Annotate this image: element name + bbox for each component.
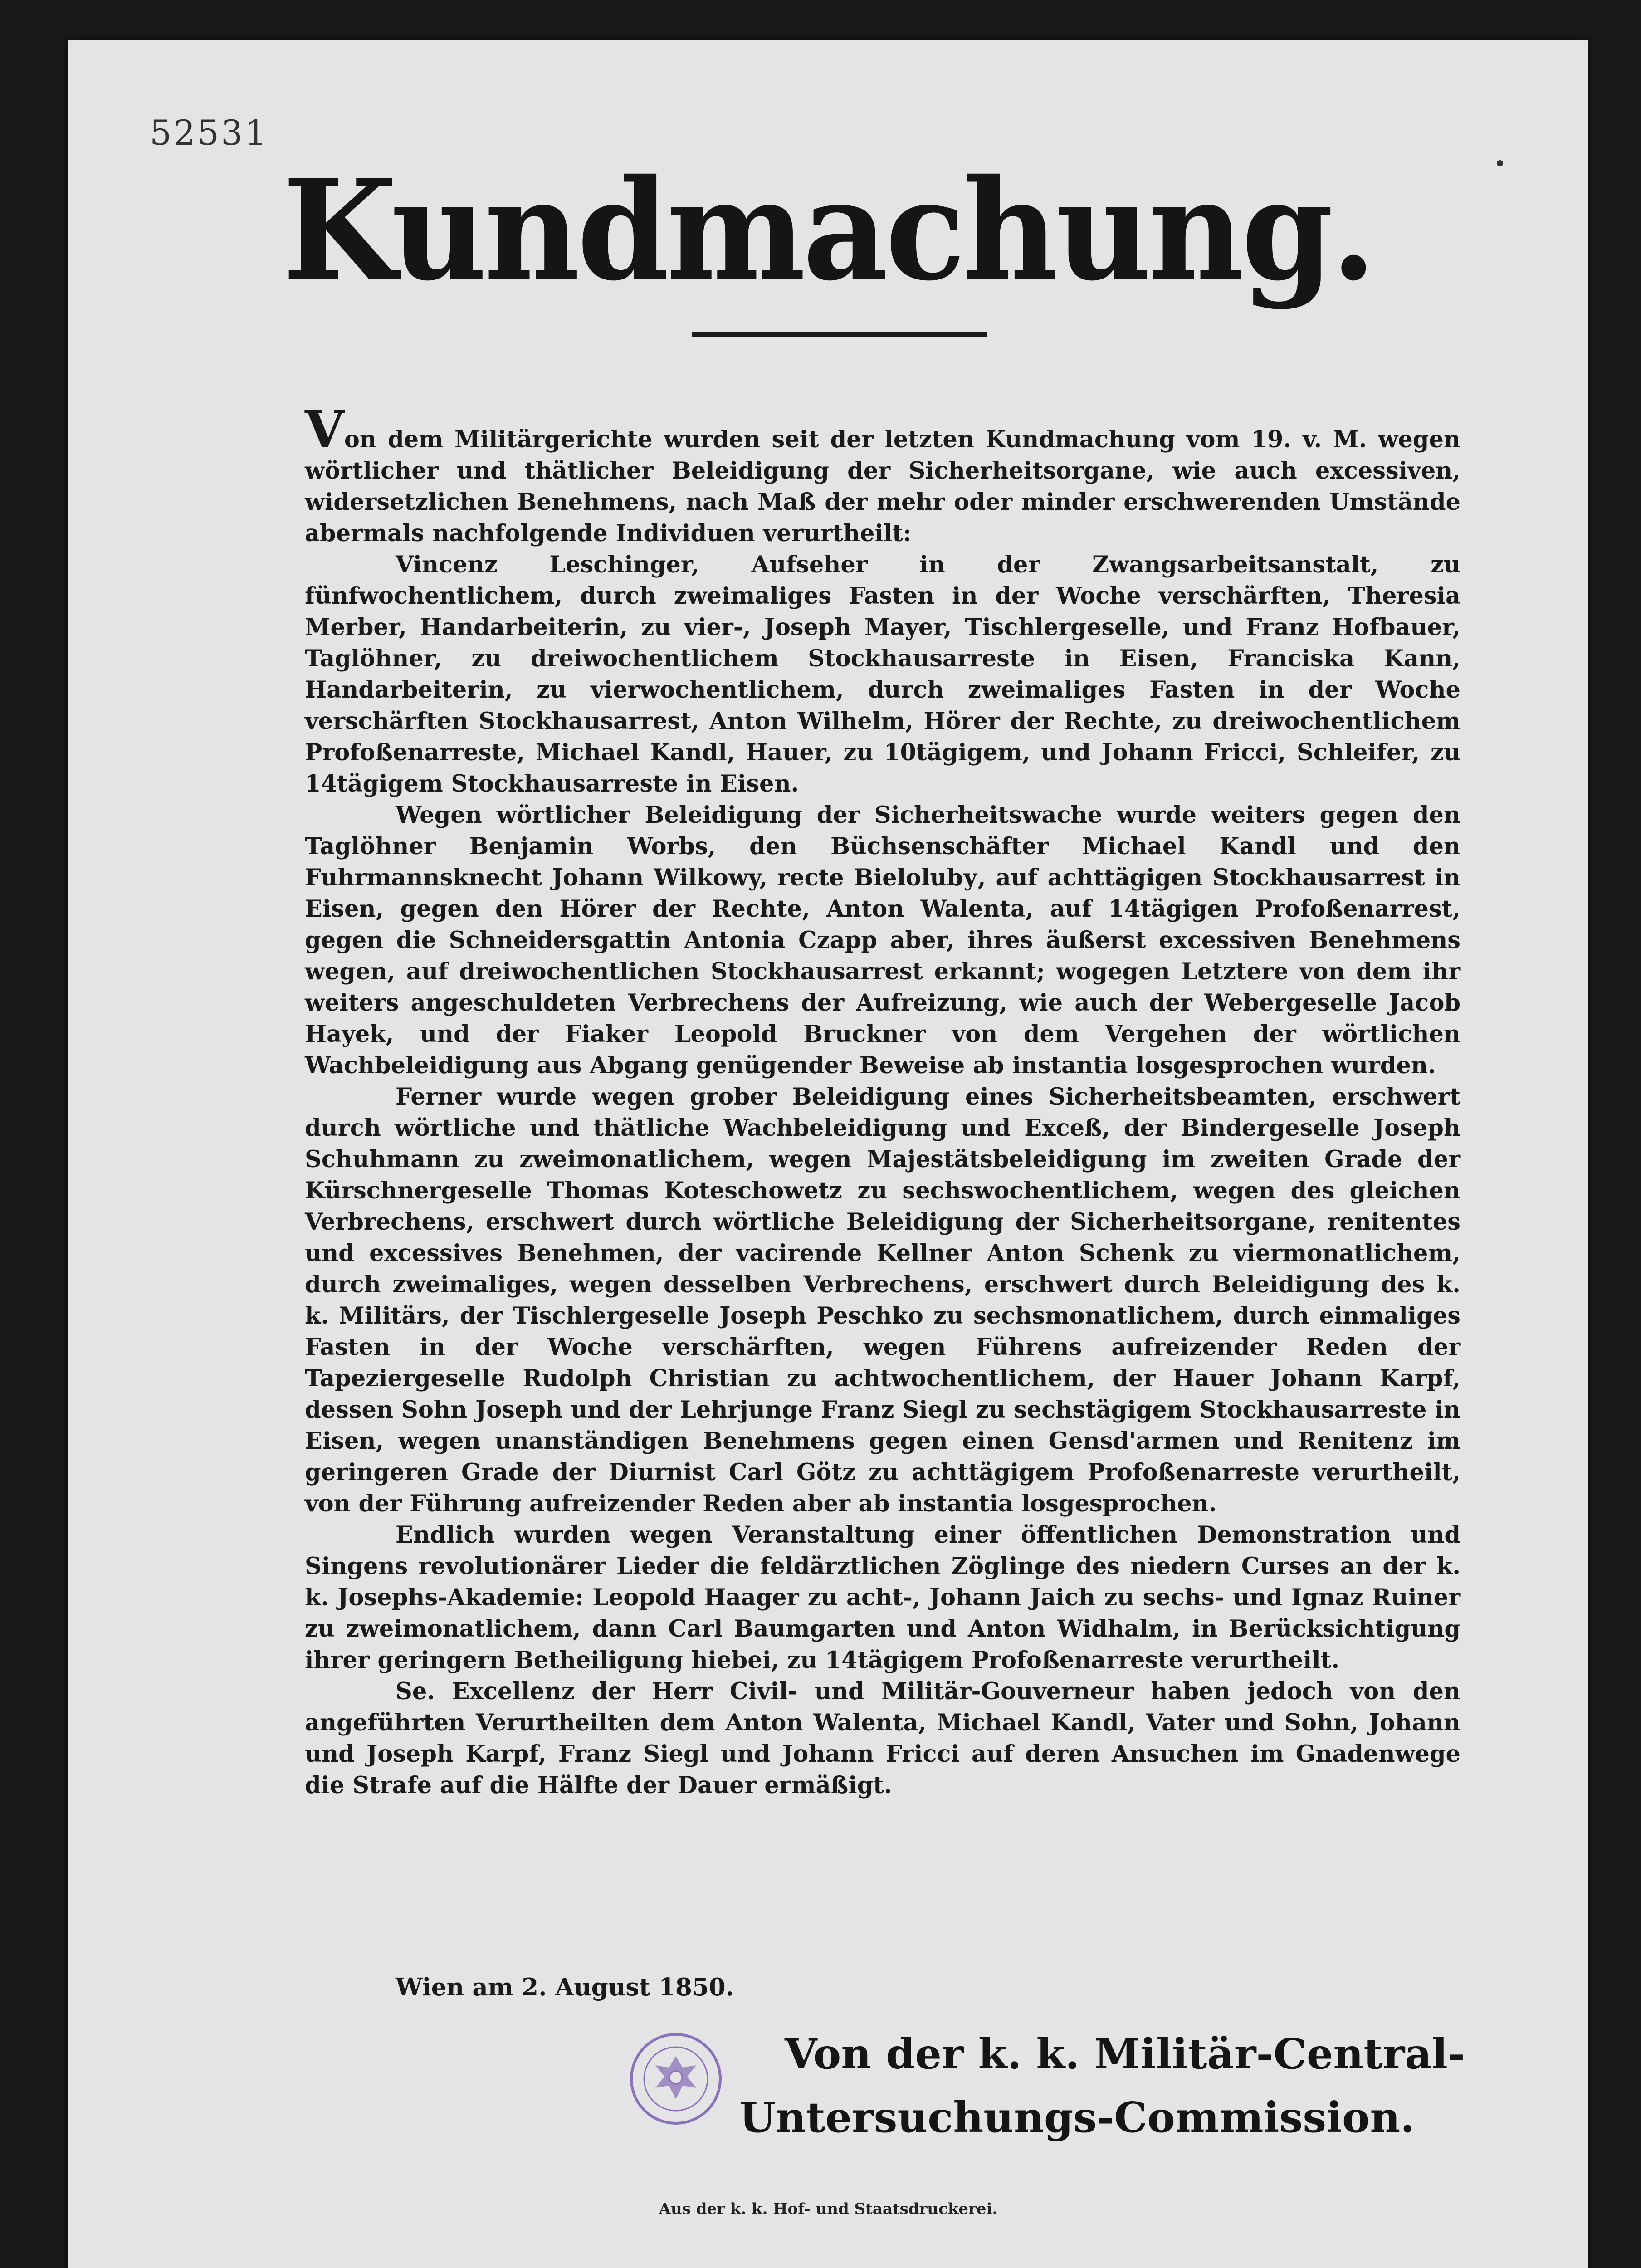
paragraph-intro-text: on dem Militärgerichte wurden seit der letzten Kundmachung vom 19. v. M. wegen wörtlicher und thätlicher Beleidigung der Sicherheitsorgane, wie auch excessiven, widersetzlichen Benehmens, nach Maß der mehr oder minder erschwerenden Umstände abermals nachfolgende Individuen verurtheilt: xyxy=(305,426,1460,547)
library-stamp-icon xyxy=(628,2031,723,2126)
authority-line-1: Von der k. k. Militär-Central- xyxy=(785,2029,1465,2078)
authority-line-2: Untersuchungs-Commission. xyxy=(739,2093,1415,2142)
paragraph-pardon: Se. Excellenz der Herr Civil- und Militär-Gouverneur haben jedoch von den angeführten Verurtheilten dem Anton Walenta, Michael Kandl, Vater und Sohn, Johann und Joseph Karpf, Franz Siegl und Johann Fricci auf deren Ansuchen im Gnadenwege die Strafe auf die Hälfte der Dauer ermäßigt. xyxy=(305,1678,1460,1799)
catalog-number: 52531 xyxy=(150,112,269,153)
paragraph-sentences-1: Vincenz Leschinger, Aufseher in der Zwangsarbeitsanstalt, zu fünfwochentlichem, durch zweimaliges Fasten in der Woche verschärften, Theresia Merber, Handarbeiterin, zu vier-, Joseph Mayer, Tischlergeselle, und Franz Hofbauer, Taglöhner, zu dreiwochentlichem Stockhausarreste in Eisen, Franciska Kann, Handarbeiterin, zu vierwochentlichem, durch zweimaliges Fasten in der Woche verschärften Stockhausarrest, Anton Wilhelm, Hörer der Rechte, zu dreiwochentlichem Profoßenarreste, Michael Kandl, Hauer, zu 10tägigem, und Johann Fricci, Schleifer, zu 14tägigem Stockhausarreste in Eisen. xyxy=(305,551,1460,797)
paragraph-sentences-3: Ferner wurde wegen grober Beleidigung eines Sicherheitsbeamten, erschwert durch wörtliche und thätliche Wachbeleidigung und Exceß, der Bindergeselle Joseph Schuhmann zu zweimonatlichem, wegen Majestätsbeleidigung im zweiten Grade der Kürschnergeselle Thomas Koteschowetz zu sechswochentlichem, wegen des gleichen Verbrechens, erschwert durch wörtliche Beleidigung der Sicherheitsorgane, renitentes und excessives Benehmen, der vacirende Kellner Anton Schenk zu viermonatlichem, durch zweimaliges, wegen desselben Verbrechens, erschwert durch Beleidigung des k. k. Militärs, der Tischlergeselle Joseph Peschko zu sechsmonatlichem, durch einmaliges Fasten in der Woche verschärften, wegen Führens aufreizender Reden der Tapeziergeselle Rudolph Christian zu achtwochentlichem, der Hauer Johann Karpf, dessen Sohn Joseph und der Lehrjunge Franz Siegl zu sechstägigem Stockhausarreste in Eisen, wegen unanständigen Benehmens gegen einen Gensd'armen und Renitenz im geringeren Grade der Diurnist Carl Götz zu achttägigem Profoßenarreste verurtheilt, von der Führung aufreizender Reden aber ab instantia losgesprochen. xyxy=(305,1083,1460,1517)
issuing-authority xyxy=(739,2022,1465,2149)
poster-sheet xyxy=(68,40,1588,2268)
poster-title: Kundmachung. xyxy=(283,149,1374,312)
date-line: Wien am 2. August 1850. xyxy=(396,1973,734,2001)
title-divider xyxy=(692,332,987,337)
announcement-body xyxy=(305,400,1460,1801)
paragraph-sentences-2: Wegen wörtlicher Beleidigung der Sicherheitswache wurde weiters gegen den Taglöhner Benjamin Worbs, den Büchsenschäfter Michael Kandl und den Fuhrmannsknecht Johann Wilkowy, recte Bielolubу, auf achttägigen Stockhausarrest in Eisen, gegen den Hörer der Rechte, Anton Walenta, auf 14tägigen Profoßenarrest, gegen die Schneidersgattin Antonia Czapp aber, ihres äußerst excessiven Benehmens wegen, auf dreiwochentlichen Stockhausarrest erkannt; wogegen Letztere von dem ihr weiters angeschuldeten Verbrechens der Aufreizung, wie auch der Webergeselle Jacob Hayek, und der Fiaker Leopold Bruckner von dem Vergehen der wörtlichen Wachbeleidigung aus Abgang genügender Beweise ab instantia losgesprochen wurden. xyxy=(305,802,1460,1079)
paragraph-intro xyxy=(305,400,1460,549)
paragraph-students: Endlich wurden wegen Veranstaltung einer öffentlichen Demonstration und Singens revolutionärer Lieder die feldärztlichen Zöglinge des niedern Curses an der k. k. Josephs-Akademie: Leopold Haager zu acht-, Johann Jaich zu sechs- und Ignaz Ruiner zu zweimonatlichem, dann Carl Baumgarten und Anton Widhalm, in Berücksichtigung ihrer geringern Betheiligung hiebei, zu 14tägigem Profoßenarreste verurtheilt. xyxy=(305,1521,1460,1674)
drop-cap: V xyxy=(305,400,344,459)
printer-imprint: Aus der k. k. Hof- und Staatsdruckerei. xyxy=(659,2200,998,2218)
